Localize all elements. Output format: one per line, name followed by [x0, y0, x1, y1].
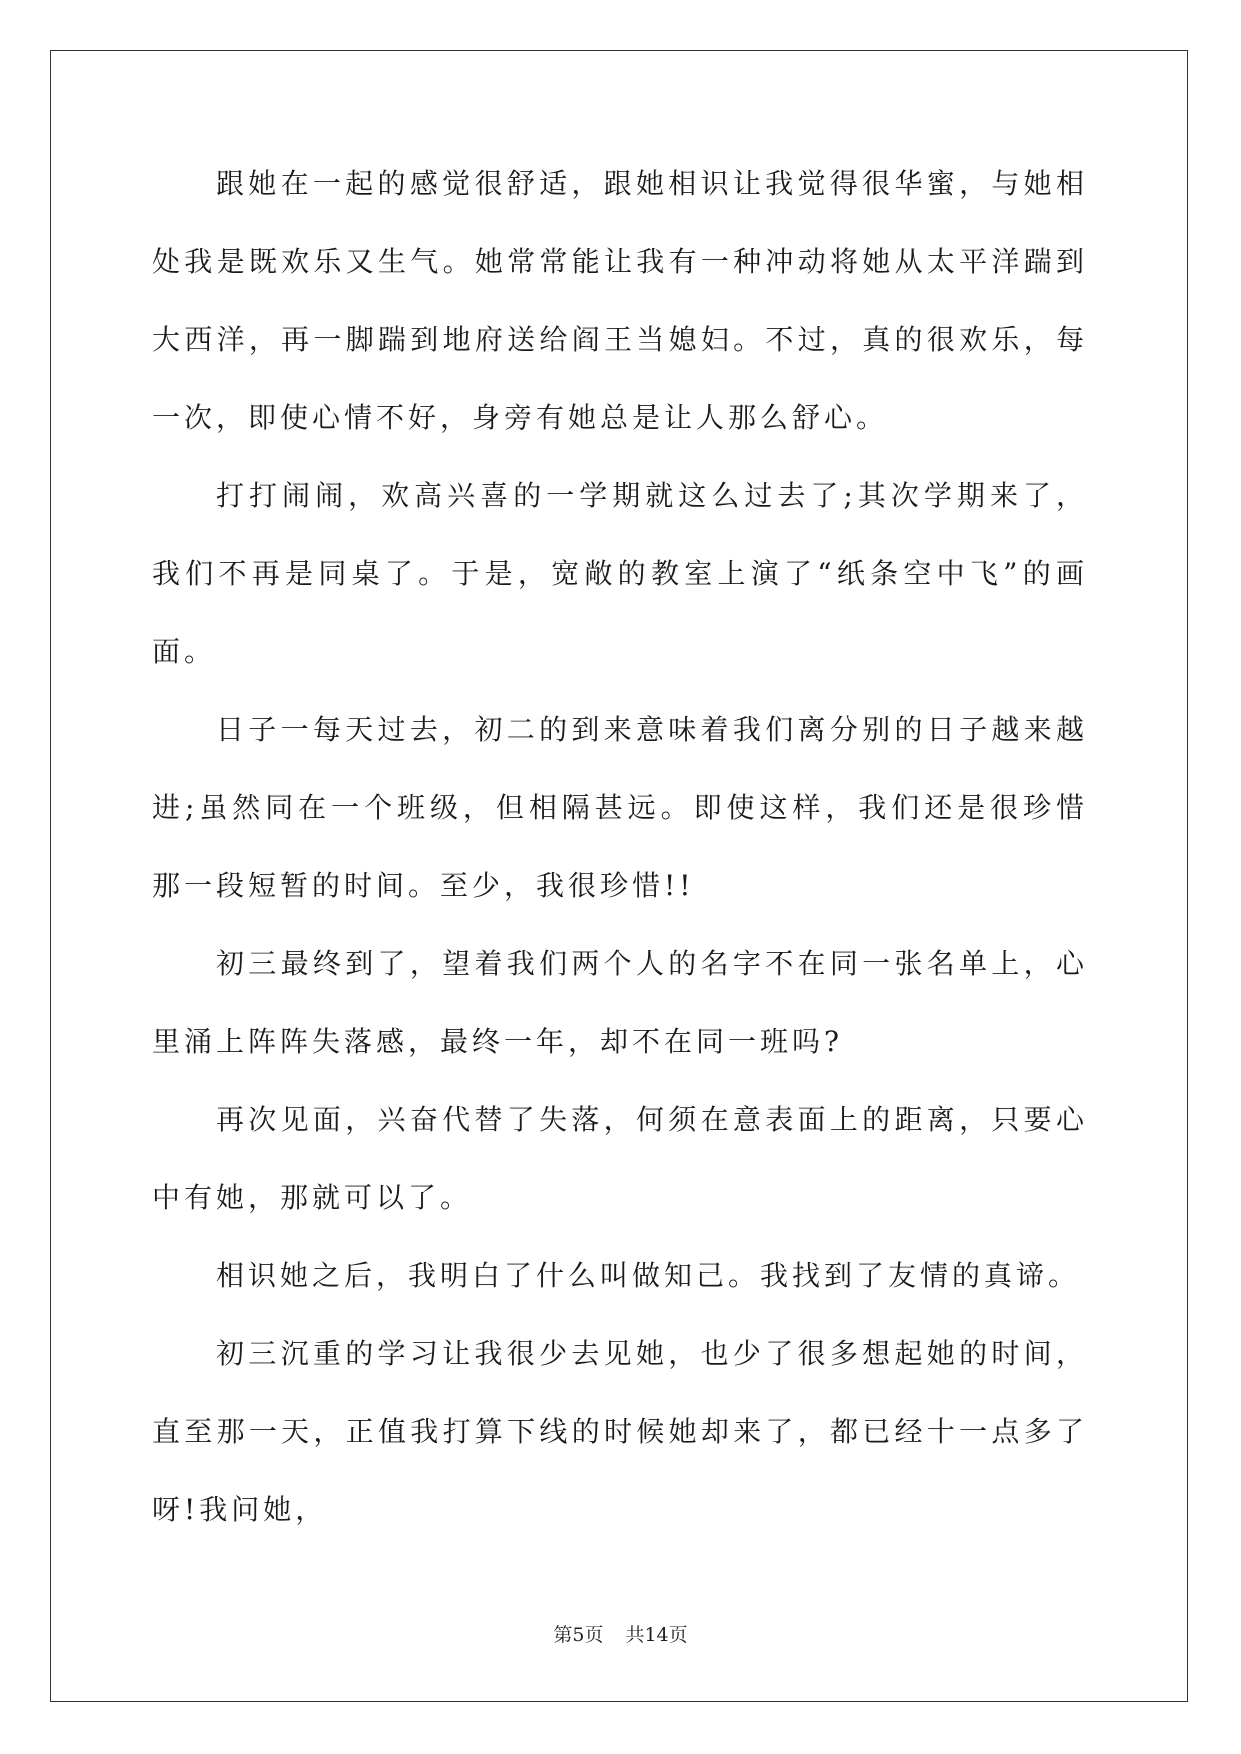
- page-number: 第5页: [553, 1624, 604, 1646]
- paragraph: 跟她在一起的感觉很舒适，跟她相识让我觉得很华蜜，与她相处我是既欢乐又生气。她常常能让我有一种冲动将她从太平洋踹到大西洋，再一脚踹到地府送给阎王当媳妇。不过，真的很欢乐，每一次，即使心情不好，身旁有她总是让人那么舒心。: [152, 167, 1088, 434]
- paragraph: 日子一每天过去，初二的到来意味着我们离分别的日子越来越进;虽然同在一个班级，但相隔甚远。即使这样，我们还是很珍惜那一段短暂的时间。至少，我很珍惜!!: [152, 713, 1088, 902]
- paragraph: 再次见面，兴奋代替了失落，何须在意表面上的距离，只要心中有她，那就可以了。: [152, 1103, 1088, 1214]
- paragraph: 初三最终到了，望着我们两个人的名字不在同一张名单上，心里涌上阵阵失落感，最终一年，却不在同一班吗?: [152, 947, 1088, 1058]
- paragraph: 打打闹闹，欢高兴喜的一学期就这么过去了;其次学期来了，我们不再是同桌了。于是，宽敞的教室上演了“纸条空中飞”的画面。: [152, 479, 1088, 668]
- document-body: [152, 145, 1088, 1549]
- page-footer: [0, 1622, 1241, 1648]
- paragraph: 相识她之后，我明白了什么叫做知己。我找到了友情的真谛。: [216, 1259, 1081, 1292]
- paragraph: 初三沉重的学习让我很少去见她，也少了很多想起她的时间，直至那一天，正值我打算下线的时候她却来了，都已经十一点多了呀!我问她，: [152, 1337, 1088, 1526]
- page-total: 共14页: [625, 1624, 688, 1646]
